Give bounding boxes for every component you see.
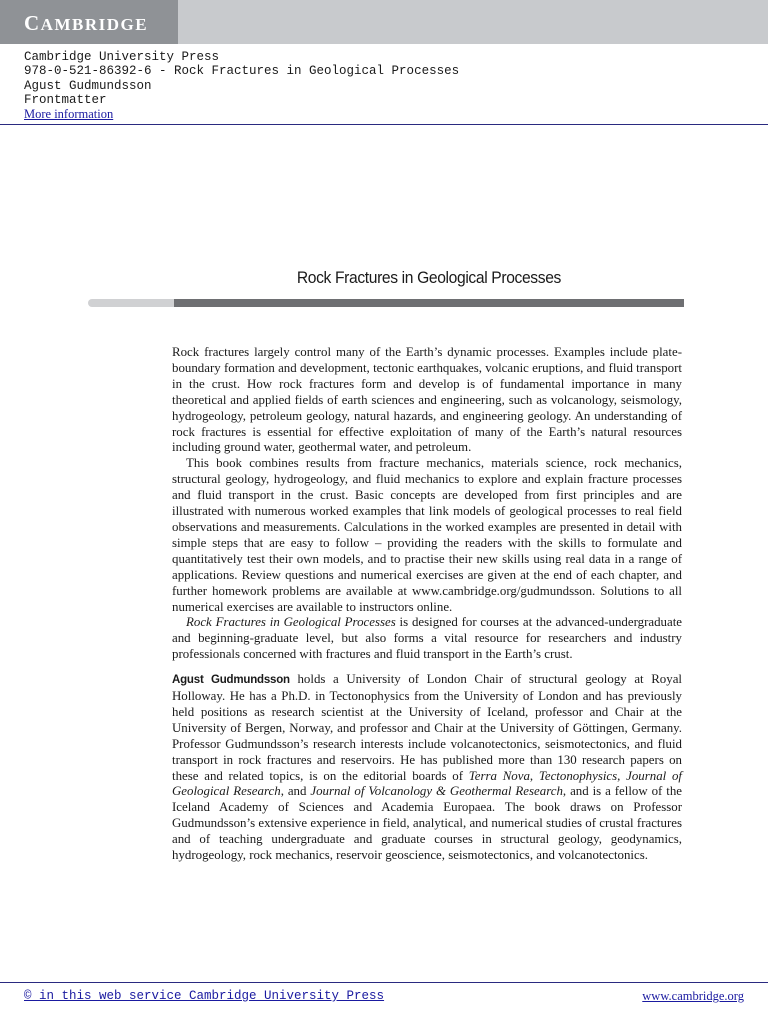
publisher-name: Cambridge University Press	[24, 50, 220, 64]
header-divider	[0, 124, 768, 125]
cambridge-site-link[interactable]: www.cambridge.org	[642, 989, 744, 1003]
paragraph-2: This book combines results from fracture mechanics, materials science, rock mechanics, structural geology, hydrogeology, and fluid mechanics to explore and explain fracture processes and fluid transport in the crust. Basic concepts are developed from first principles and are illustrated with numerous worked examples that link models of geological processes to real field observations and measurements. Calculations in the worked examples are presented in detail with simple steps that are easy to follow – providing the readers with the skills to formulate and quantitatively test their own models, and to practise their new skills using real data in a range of applications. Review questions and numerical exercises are given at the end of each chapter, and further homework problems are available at www.cambridge.org/gudmundsson. Solutions to all numerical exercises are available to instructors online.	[172, 456, 682, 614]
footer-divider	[0, 982, 768, 983]
book-title: Rock Fractures in Geological Processes	[296, 268, 561, 287]
title-italic: Rock Fractures in Geological Processes	[186, 615, 396, 630]
copyright-link[interactable]: © in this web service Cambridge University Press	[24, 989, 385, 1003]
title-rule-bar	[88, 299, 684, 307]
book-description	[172, 345, 682, 864]
header-banner	[0, 0, 768, 44]
section-name: Frontmatter	[24, 92, 107, 107]
cambridge-logo[interactable]: CAMBRIDGE	[0, 0, 178, 44]
isbn-title: 978-0-521-86392-6 - Rock Fractures in Geological Processes	[24, 64, 460, 79]
more-information-link[interactable]: More information	[24, 107, 114, 122]
author-name: Agust Gudmundsson	[24, 78, 152, 93]
author-bio-name: Agust Gudmundsson	[172, 674, 290, 687]
book-metadata	[24, 50, 459, 122]
paragraph-3: Rock Fractures in Geological Processes is designed for courses at the advanced-undergraduate and beginning-graduate level, but also forms a vital resource for researchers and industry professionals concerned with fractures and fluid transport in the Earth’s crust.	[172, 615, 683, 662]
author-bio: Agust Gudmundsson holds a University of London Chair of structural geology at Royal Holloway. He has a Ph.D. in Tectonophysics from the University of London and has previously held positions as research scientist at the University of Iceland, professor and Chair at the University of Bergen, Norway, and professor and Chair at the University of Göttingen, Germany. Professor Gudmundsson’s research interests include volcanotectonics, seismotectonics, and fluid transport in rock fractures and reservoirs. He has published more than 130 research papers on these and related topics, is on the editorial boards of Terra Nova, Tectonophysics, Journal of Geological Research, and Journal of Volcanology & Geothermal Research, and is a fellow of the Iceland Academy of Sciences and Academia Europaea. The book draws on Professor Gudmundsson’s extensive experience in field, analytical, and numerical studies of crustal fractures and of teaching undergraduate and graduate courses in structural geology, geodynamics, hydrogeology, rock mechanics, reservoir geoscience, seismotectonics, and volcanotectonics.	[172, 672, 683, 863]
paragraph-1: Rock fractures largely control many of the Earth’s dynamic processes. Examples include plate-boundary formation and development, tectonic earthquakes, volcanic eruptions, and fluid transport in the crust. How rock fractures form and develop is of fundamental importance in many theoretical and applied fields of earth sciences and engineering, such as volcanology, seismology, hydrogeology, petroleum geology, natural hazards, and engineering geology. An understanding of rock fractures is essential for effective exploitation of many of the Earth’s natural resources including ground water, geothermal water, and petroleum.	[172, 345, 682, 455]
